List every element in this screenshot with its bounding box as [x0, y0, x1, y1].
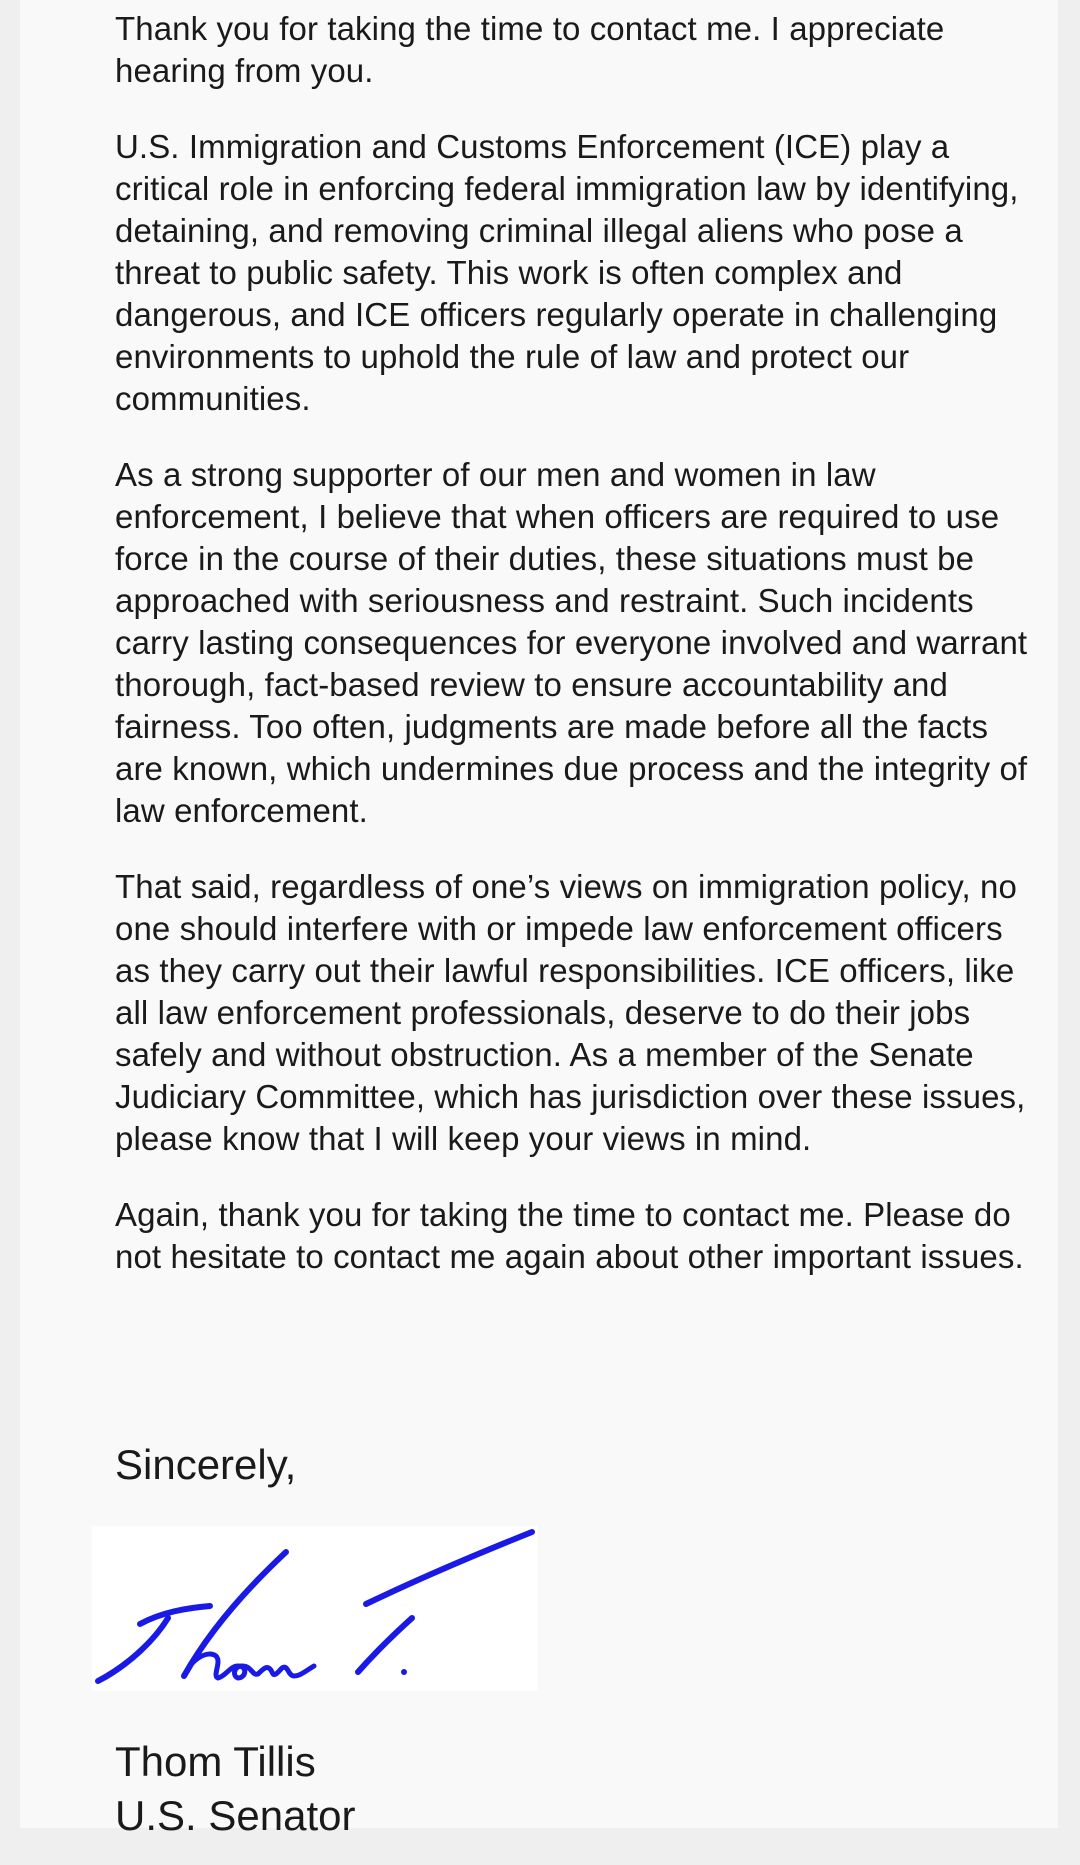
handwritten-signature [92, 1526, 538, 1691]
paragraph-ice-role: U.S. Immigration and Customs Enforcement (ICE) play a critical role in enforcing federal immigration law by identifying, detaining, and removing criminal illegal aliens who pose a threat to public safety. This work is often complex and dangerous, and ICE officers regularly operate in challenging environments to uphold the rule of law and protect our communities. [115, 128, 1019, 417]
paragraph-use-of-force: As a strong supporter of our men and women in law enforcement, I believe that when officers are required to use force in the course of their duties, these situations must be approached with seriousness and restraint. Such incidents carry lasting consequences for everyone involved and warrant thorough, fact-based review to ensure accountability and fairness. Too often, judgments are made before all the facts are known, which undermines due process and the integrity of law enforcement. [115, 456, 1028, 829]
closing-salutation: Sincerely, [115, 1441, 297, 1488]
paragraph-thank-you: Again, thank you for taking the time to contact me. Please do not hesitate to contact me again about other important issues. [115, 1196, 1024, 1275]
signer-name: Thom Tillis [115, 1738, 316, 1785]
paragraph-greeting: Thank you for taking the time to contact me. I appreciate hearing from you. [115, 10, 945, 89]
signer-block [115, 1735, 355, 1843]
paragraph-no-interference: That said, regardless of one’s views on immigration policy, no one should interfere with or impede law enforcement officers as they carry out their lawful responsibilities. ICE officers, like all law enforcement professionals, deserve to do their jobs safely and without obstruction. As a member of the Senate Judiciary Committee, which has jurisdiction over these issues, please know that I will keep your views in mind. [115, 868, 1026, 1157]
letter-body [115, 8, 1045, 1312]
letter-panel [20, 0, 1058, 1839]
signature-image [92, 1526, 538, 1691]
signer-title: U.S. Senator [115, 1792, 356, 1839]
